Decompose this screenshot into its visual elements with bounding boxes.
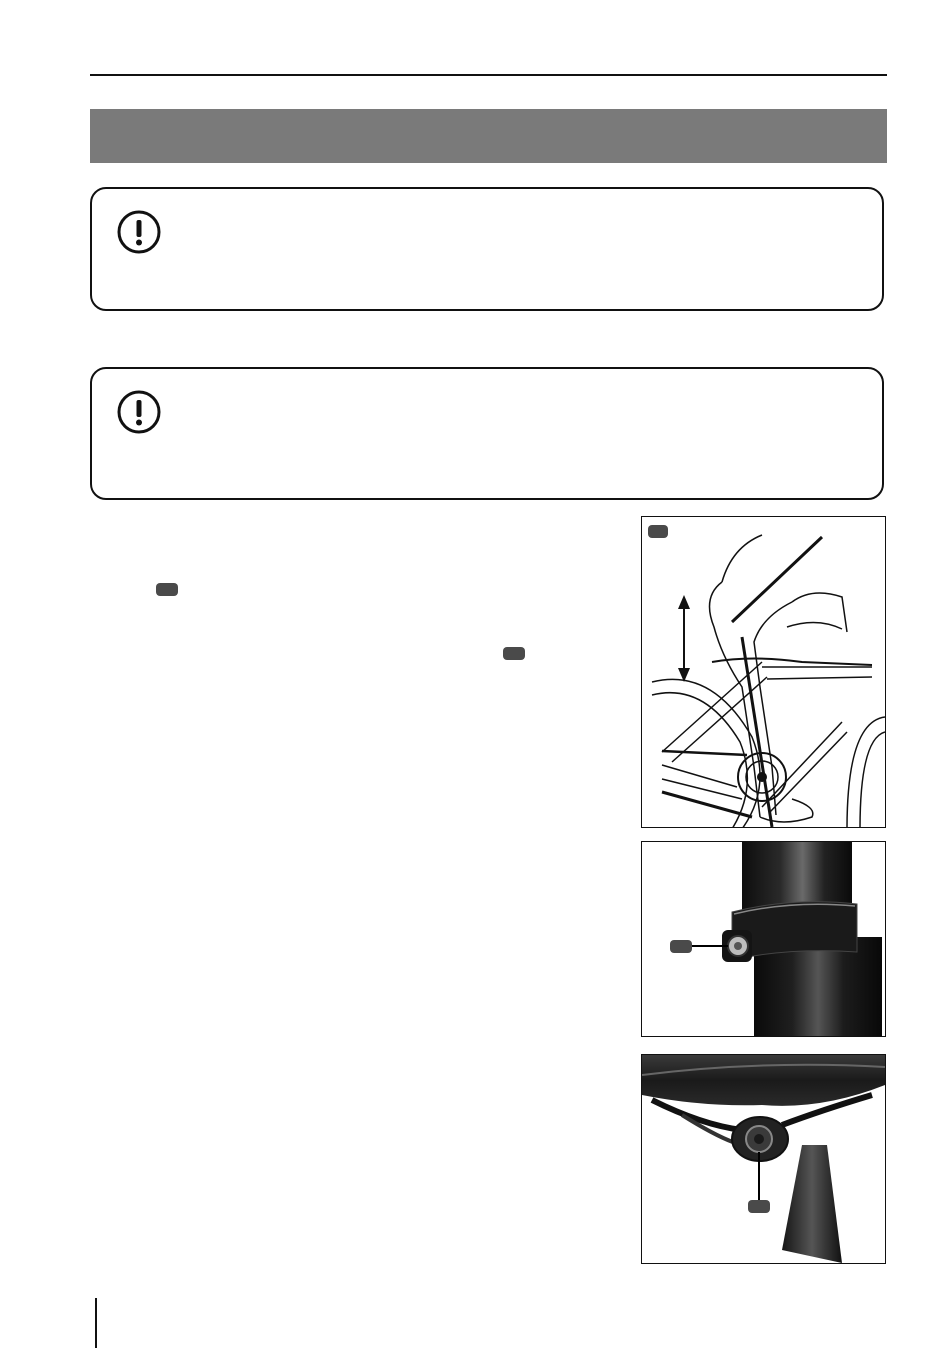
saddle-height-illustration: [641, 516, 886, 828]
exclamation-circle-icon: [116, 389, 162, 435]
figure-reference-badge: [156, 583, 178, 596]
section-title-bar: [90, 109, 887, 163]
seat-post-clamp-photo: [641, 841, 886, 1037]
figure-reference-badge: [503, 647, 525, 660]
figure-badge: [648, 525, 668, 538]
saddle-clamp-photo: [641, 1054, 886, 1264]
figure-badge: [748, 1200, 770, 1213]
figure-badge: [670, 940, 692, 953]
warning-box: [90, 367, 884, 500]
page-margin-marker: [95, 1298, 97, 1348]
warning-box: [90, 187, 884, 311]
exclamation-circle-icon: [116, 209, 162, 255]
header-rule: [90, 74, 887, 76]
